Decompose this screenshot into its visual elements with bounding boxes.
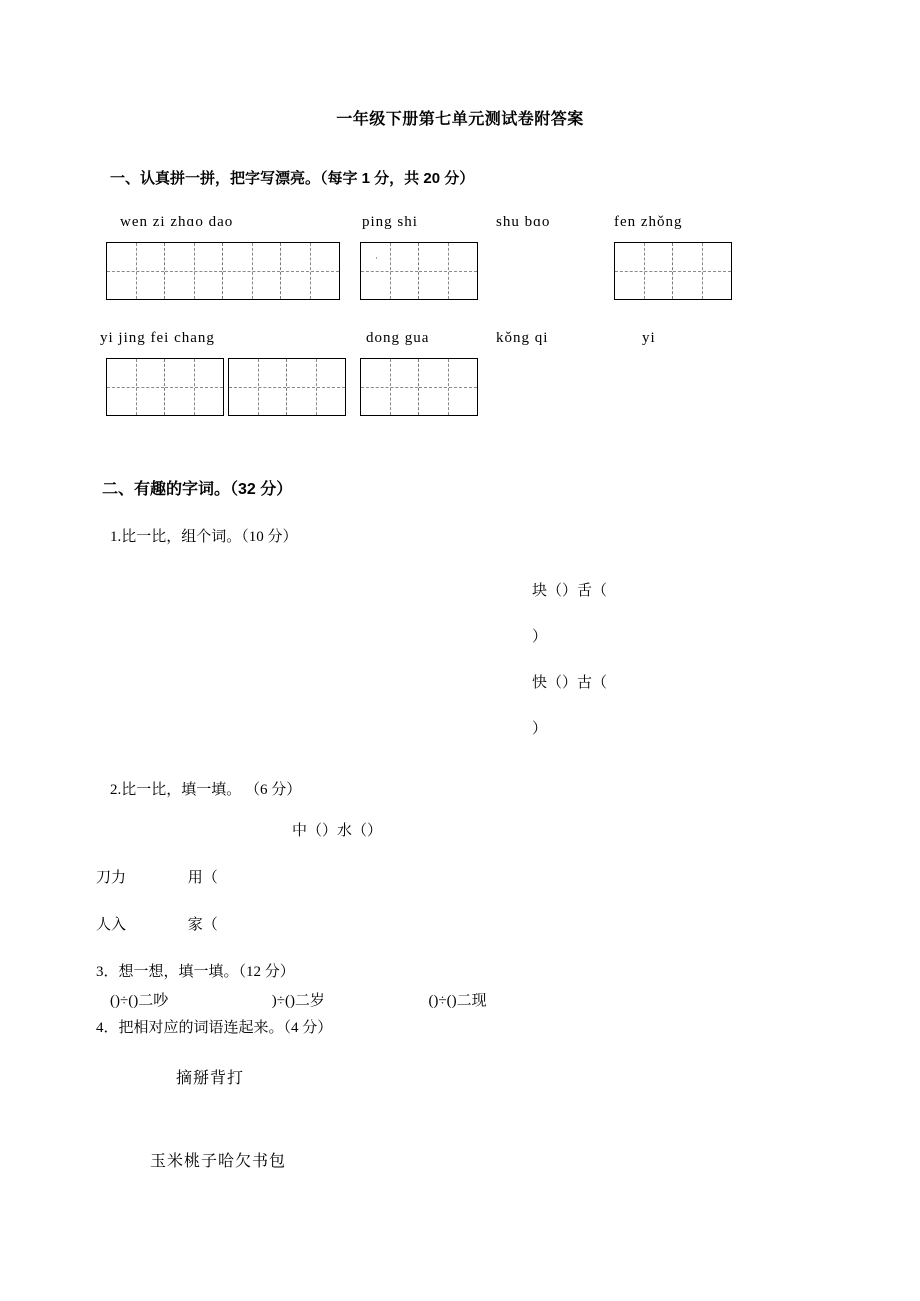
question-4-words-bottom[interactable]: 玉米桃子哈欠书包: [150, 1153, 287, 1170]
question-4-prompt: 4．把相对应的词语连起来。（4 分）: [96, 1020, 333, 1036]
pinyin-label: yi: [642, 330, 656, 346]
pinyin-label: yi jing fei chang: [100, 330, 215, 346]
pinyin-label: ping shi: [362, 214, 418, 230]
question-3-items: [110, 989, 824, 1010]
question-1-answer-block: [532, 568, 824, 752]
grid-cell[interactable]: [281, 243, 339, 299]
question-2-prompt: 2.比一比，填一填。 （6 分）: [110, 782, 302, 798]
tianzi-grid[interactable]: [360, 358, 478, 416]
pinyin-row-1: [96, 214, 824, 238]
section-2-heading: 二、有趣的字词。（32 分）: [102, 481, 293, 498]
pinyin-label: kǒng qi: [496, 330, 549, 346]
grid-cell[interactable]: [615, 243, 673, 299]
tianzi-grid[interactable]: [106, 242, 340, 300]
fill-item[interactable]: )÷()二岁: [271, 993, 325, 1009]
grid-cell[interactable]: [165, 359, 223, 415]
tianzi-grid[interactable]: [614, 242, 732, 300]
question-4-words-top[interactable]: 摘掰背打: [176, 1070, 245, 1087]
grid-cell[interactable]: [223, 243, 281, 299]
tianzi-grid[interactable]: [106, 358, 224, 416]
question-1-prompt: 1.比一比，组个词。（10 分）: [110, 529, 298, 545]
answer-line[interactable]: ）: [532, 721, 548, 737]
section-1-heading: 一、认真拼一拼，把字写漂亮。（每字 1 分，共 20 分）: [110, 170, 475, 187]
pinyin-label: shu bɑo: [496, 214, 551, 230]
pair-left: 人入: [96, 917, 127, 933]
stroke-mark: ·: [375, 253, 378, 263]
page-title: 一年级下册第七单元测试卷附答案: [336, 111, 584, 128]
answer-line[interactable]: ）: [532, 629, 548, 645]
grid-cell[interactable]: [361, 243, 419, 299]
grid-cell[interactable]: [229, 359, 287, 415]
grid-cell[interactable]: [107, 359, 165, 415]
question-2-top-line[interactable]: 中（）水（）: [292, 823, 383, 839]
grid-cell[interactable]: [107, 243, 165, 299]
answer-line[interactable]: 块（）舌（: [532, 583, 608, 599]
writing-grid-row-2: [96, 358, 824, 420]
tianzi-grid[interactable]: [228, 358, 346, 416]
grid-cell[interactable]: [673, 243, 731, 299]
writing-grid-row-1: [96, 242, 824, 304]
question-2-pair-row: [96, 913, 824, 934]
grid-cell[interactable]: [165, 243, 223, 299]
grid-cell[interactable]: [287, 359, 345, 415]
section-2: [96, 476, 824, 1171]
grid-cell[interactable]: [419, 243, 477, 299]
pinyin-label: wen zi zhɑo dao: [120, 214, 234, 230]
pair-right[interactable]: 用（: [187, 870, 218, 886]
pair-right[interactable]: 家（: [187, 917, 218, 933]
question-2-pair-row: [96, 866, 824, 887]
tianzi-grid[interactable]: [360, 242, 478, 300]
grid-cell[interactable]: [361, 359, 419, 415]
pinyin-label: dong gua: [366, 330, 430, 346]
fill-item[interactable]: ()÷()二吵: [110, 993, 169, 1009]
pair-left: 刀力: [96, 870, 127, 886]
pinyin-label: fen zhǒng: [614, 214, 683, 230]
pinyin-row-2: [96, 330, 824, 354]
document-body: [96, 96, 824, 1171]
answer-line[interactable]: 快（）古（: [532, 675, 608, 691]
grid-cell[interactable]: [419, 359, 477, 415]
fill-item[interactable]: ()÷()二现: [428, 993, 487, 1009]
question-3-prompt: 3．想一想，填一填。（12 分）: [96, 964, 295, 980]
